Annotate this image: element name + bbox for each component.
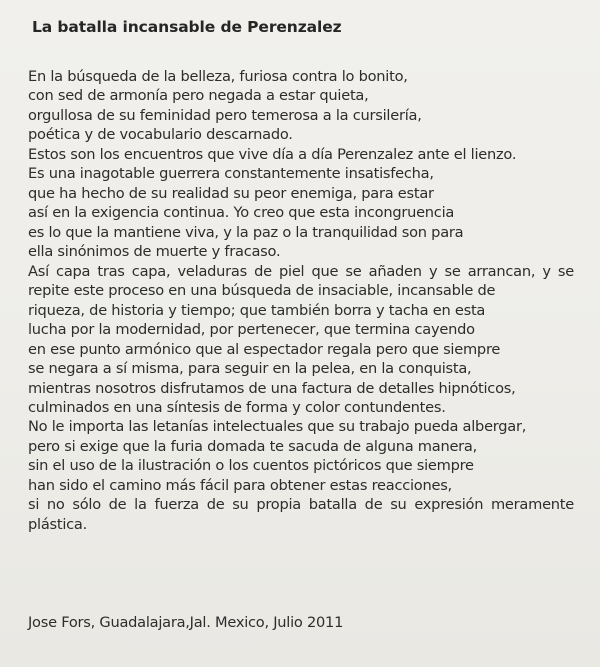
text-line: es lo que la mantiene viva, y la paz o la tranquilidad son para (28, 223, 464, 241)
text-line: si no sólo de la fuerza de su propia batalla de su expresión meramente (28, 496, 574, 514)
author-signature: Jose Fors, Guadalajara,Jal. Mexico, Julio 2011 (28, 614, 344, 631)
text-line: orgullosa de su feminidad pero temerosa a la cursilería, (28, 106, 422, 124)
text-line: han sido el camino más fácil para obtener estas reacciones, (28, 476, 452, 494)
body-text (28, 67, 588, 534)
text-line: Es una inagotable guerrera constantemente insatisfecha, (28, 165, 434, 183)
text-line: poética y de vocabulario descarnado. (28, 126, 293, 144)
text-line: en ese punto armónico que al espectador regala pero que siempre (28, 340, 501, 358)
text-line: así en la exigencia continua. Yo creo que esta incongruencia (28, 204, 455, 222)
text-line: Estos son los encuentros que vive día a día Perenzalez ante el lienzo. (28, 145, 517, 163)
text-line: plástica. (28, 515, 87, 533)
text-line: riqueza, de historia y tiempo; que también borra y tacha en esta (28, 301, 486, 319)
text-line: repite este proceso en una búsqueda de insaciable, incansable de (28, 282, 496, 300)
text-line: No le importa las letanías intelectuales que su trabajo pueda albergar, (28, 418, 527, 436)
text-line: pero si exige que la furia domada te sacuda de alguna manera, (28, 437, 478, 455)
text-line: se negara a sí misma, para seguir en la pelea, en la conquista, (28, 360, 472, 378)
text-line: que ha hecho de su realidad su peor enemiga, para estar (28, 184, 434, 202)
text-line: culminados en una síntesis de forma y color contundentes. (28, 398, 446, 416)
text-line: sin el uso de la ilustración o los cuentos pictóricos que siempre (28, 457, 474, 475)
text-line: mientras nosotros disfrutamos de una factura de detalles hipnóticos, (28, 379, 516, 397)
text-line: Así capa tras capa, veladuras de piel que se añaden y se arrancan, y se (28, 262, 574, 280)
document-title: La batalla incansable de Perenzalez (32, 18, 342, 36)
text-line: ella sinónimos de muerte y fracaso. (28, 243, 281, 261)
text-line: En la búsqueda de la belleza, furiosa contra lo bonito, (28, 68, 408, 85)
text-line: con sed de armonía pero negada a estar quieta, (28, 87, 369, 105)
text-line: lucha por la modernidad, por pertenecer, que termina cayendo (28, 321, 475, 339)
